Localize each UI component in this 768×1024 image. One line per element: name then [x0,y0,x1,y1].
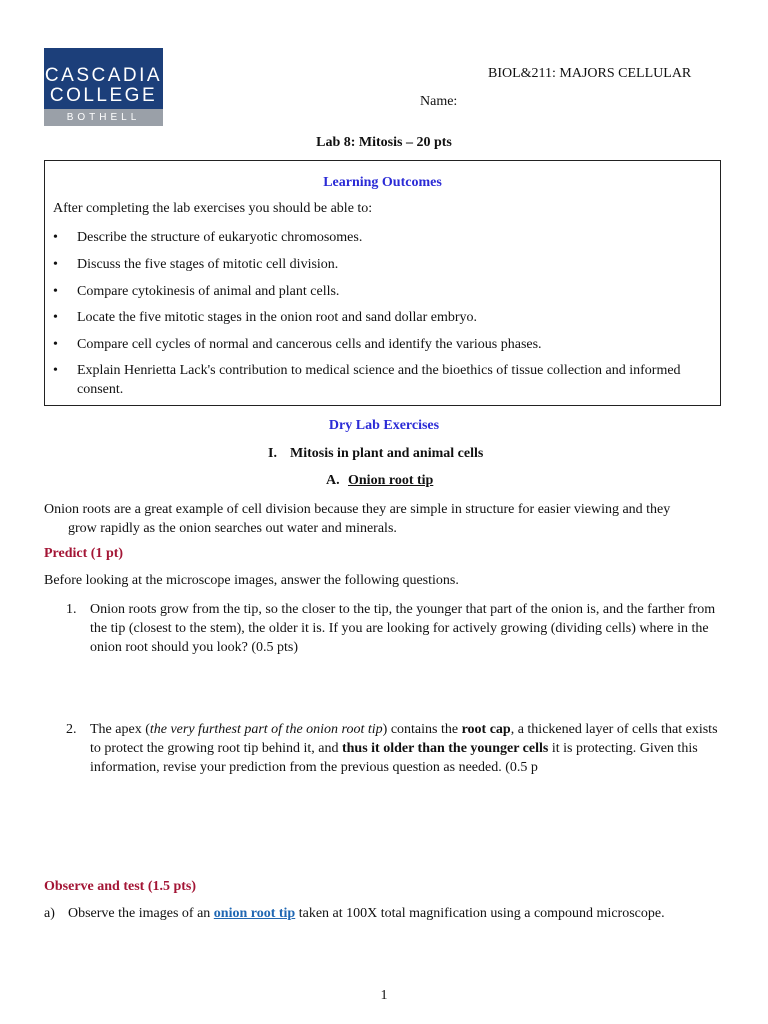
dry-lab-heading: Dry Lab Exercises [328,418,440,433]
lab-title: Lab 8: Mitosis – 20 pts [316,135,452,150]
bullet-icon: • [53,310,58,325]
predict-instruction: Before looking at the microscope images, answer the following questions. [44,573,459,588]
observe-heading: Observe and test (1.5 pts) [44,879,197,894]
bullet-icon: • [53,337,58,352]
name-label: Name: [420,94,458,109]
college-logo [44,48,163,126]
logo-line-1: CASCADIA [44,65,163,86]
bullet-icon: • [53,257,58,272]
intro-paragraph: Onion roots are a great example of cell division because they are simple in structure for easier viewing and they grow rapidly as the onion searches out water and minerals. [44,502,671,536]
learning-outcomes-heading: Learning Outcomes [323,175,442,190]
bullet-icon: • [53,230,58,245]
learning-outcomes-intro: After completing the lab exercises you should be able to: [53,201,373,216]
bullet-icon: • [53,363,58,378]
predict-heading: Predict (1 pt) [44,546,124,561]
course-title: BIOL&211: MAJORS CELLULAR [488,66,692,81]
page-number: 1 [380,988,388,1003]
bullet-icon: • [53,284,58,299]
onion-root-tip-link[interactable]: onion root tip [213,906,296,921]
logo-line-2: COLLEGE [49,85,158,106]
learning-outcomes-box: Learning Outcomes After completing the lab exercises you should be able to: • Describe the structure of eukaryotic chromosomes. • Discuss the five stages of mitotic cell division. • Compare cytokinesis of animal and plant cells. • Locate the five mitotic stages in the onion root and sand dollar embryo. • Compare cell cycles of normal and cancerous cells and identify the various phases. • Explain Henrietta Lack's contribution to medical science and the bioethics of tissue collection and informed consent. [44,160,721,406]
logo-band: BOTHELL [44,109,163,126]
